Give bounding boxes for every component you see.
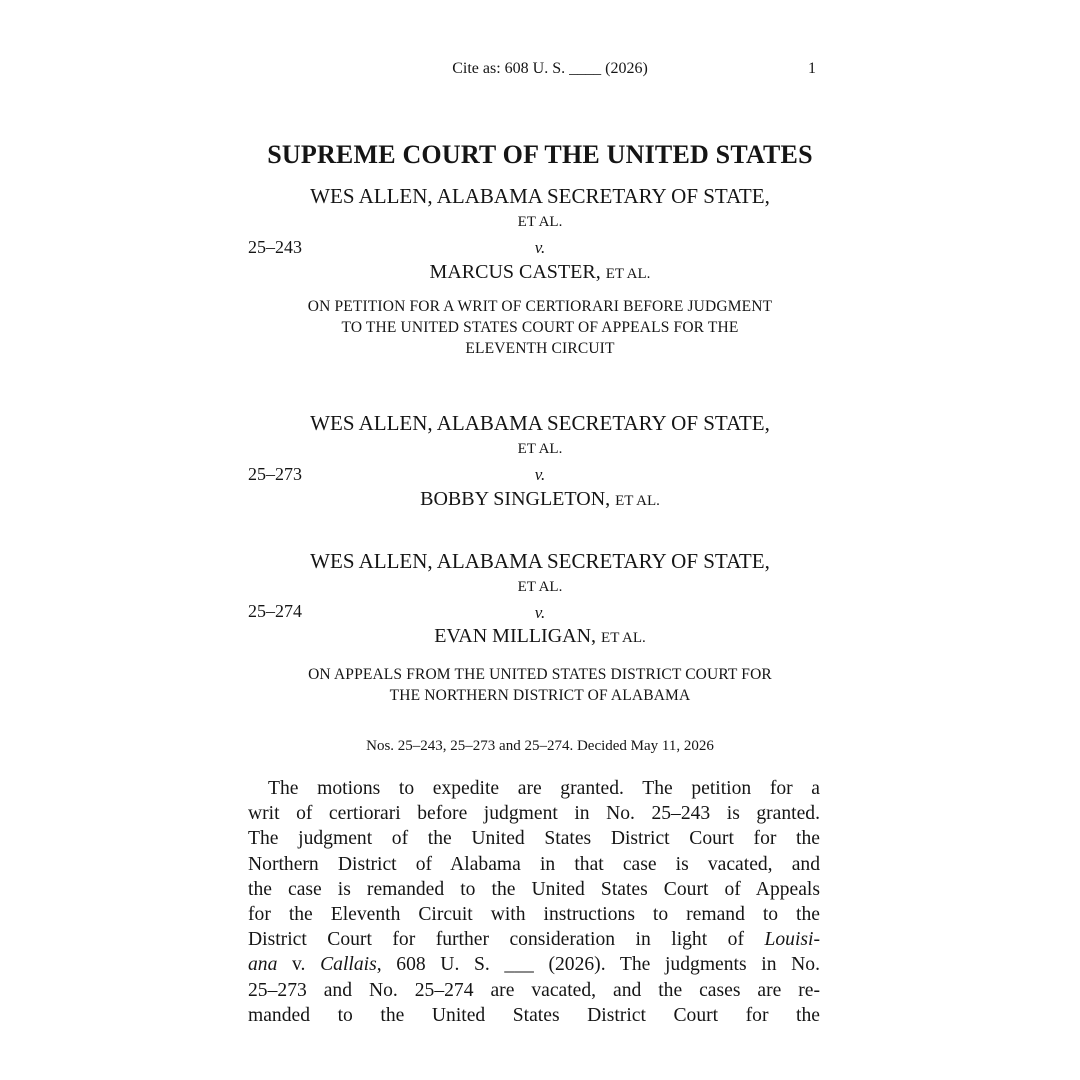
case-2-petitioner-suffix: ET AL. xyxy=(517,441,563,457)
case-1-respondent-name: MARCUS CASTER, xyxy=(429,261,601,283)
case-1-petitioner-suffix: ET AL. xyxy=(517,214,563,230)
case-1-versus: v. xyxy=(534,238,546,257)
case-2-respondent-suffix: ET AL. xyxy=(615,493,660,509)
body-line: The motions to expedite are granted. The petition for a xyxy=(268,778,820,799)
case-1-respondent-suffix: ET AL. xyxy=(605,266,651,282)
body-line: The judgment of the United States District Court for the xyxy=(248,828,820,850)
procedural-line: ON APPEALS FROM THE UNITED STATES DISTRICT COURT FOR xyxy=(308,666,772,683)
decided-line: Nos. 25–243, 25–273 and 25–274. Decided May 11, 2026 xyxy=(366,738,714,754)
procedural-line: THE NORTHERN DISTRICT OF ALABAMA xyxy=(389,687,691,704)
body-line: writ of certiorari before judgment in No. 25–243 is granted. xyxy=(248,803,820,825)
case-3-respondent-name: EVAN MILLIGAN, xyxy=(434,625,597,647)
body-text-segment: , 608 U. S. ___ (2026). The judgments in No. xyxy=(376,954,820,976)
body-line: the case is remanded to the United States Court of Appeals xyxy=(248,878,820,900)
case-2-versus: v. xyxy=(534,465,546,484)
body-line xyxy=(248,927,820,952)
case-2-docket-number: 25–273 xyxy=(248,464,302,484)
procedural-line: ON PETITION FOR A WRIT OF CERTIORARI BEFORE JUDGMENT xyxy=(307,298,773,315)
case-2-petitioner: WES ALLEN, ALABAMA SECRETARY OF STATE, xyxy=(310,411,770,435)
case-3-versus: v. xyxy=(534,603,546,622)
case-3-petitioner: WES ALLEN, ALABAMA SECRETARY OF STATE, xyxy=(310,549,770,573)
case-3-respondent-suffix: ET AL. xyxy=(601,630,646,646)
body-line: 25–273 and No. 25–274 are vacated, and the cases are re- xyxy=(248,979,820,1001)
case-name-italic: Louisi- xyxy=(764,929,820,951)
body-text-segment: v. xyxy=(292,954,306,976)
procedural-line: ELEVENTH CIRCUIT xyxy=(465,340,615,357)
citation-header: Cite as: 608 U. S. ____ (2026) xyxy=(452,60,648,77)
procedural-line: TO THE UNITED STATES COURT OF APPEALS FOR THE xyxy=(341,319,739,336)
case-3-respondent xyxy=(0,625,1080,648)
case-3-docket-number: 25–274 xyxy=(248,601,302,621)
case-2-respondent xyxy=(0,488,1080,511)
body-line xyxy=(248,952,820,977)
case-name-italic: Callais xyxy=(320,954,377,976)
page-number: 1 xyxy=(808,60,816,77)
body-line: manded to the United States District Court for the xyxy=(248,1004,820,1026)
case-2-respondent-name: BOBBY SINGLETON, xyxy=(420,488,611,510)
case-name-italic: ana xyxy=(248,954,278,976)
case-3-petitioner-suffix: ET AL. xyxy=(517,579,563,595)
case-1-docket-number: 25–243 xyxy=(248,237,302,257)
case-1-petitioner: WES ALLEN, ALABAMA SECRETARY OF STATE, xyxy=(310,184,770,208)
body-line: for the Eleventh Circuit with instructions to remand to the xyxy=(248,904,820,926)
opinion-body xyxy=(248,776,820,1028)
body-text-segment: District Court for further consideration in light of xyxy=(248,929,744,951)
case-1-respondent xyxy=(0,261,1080,284)
body-line: Northern District of Alabama in that case is vacated, and xyxy=(248,853,820,875)
court-name: SUPREME COURT OF THE UNITED STATES xyxy=(267,140,813,169)
